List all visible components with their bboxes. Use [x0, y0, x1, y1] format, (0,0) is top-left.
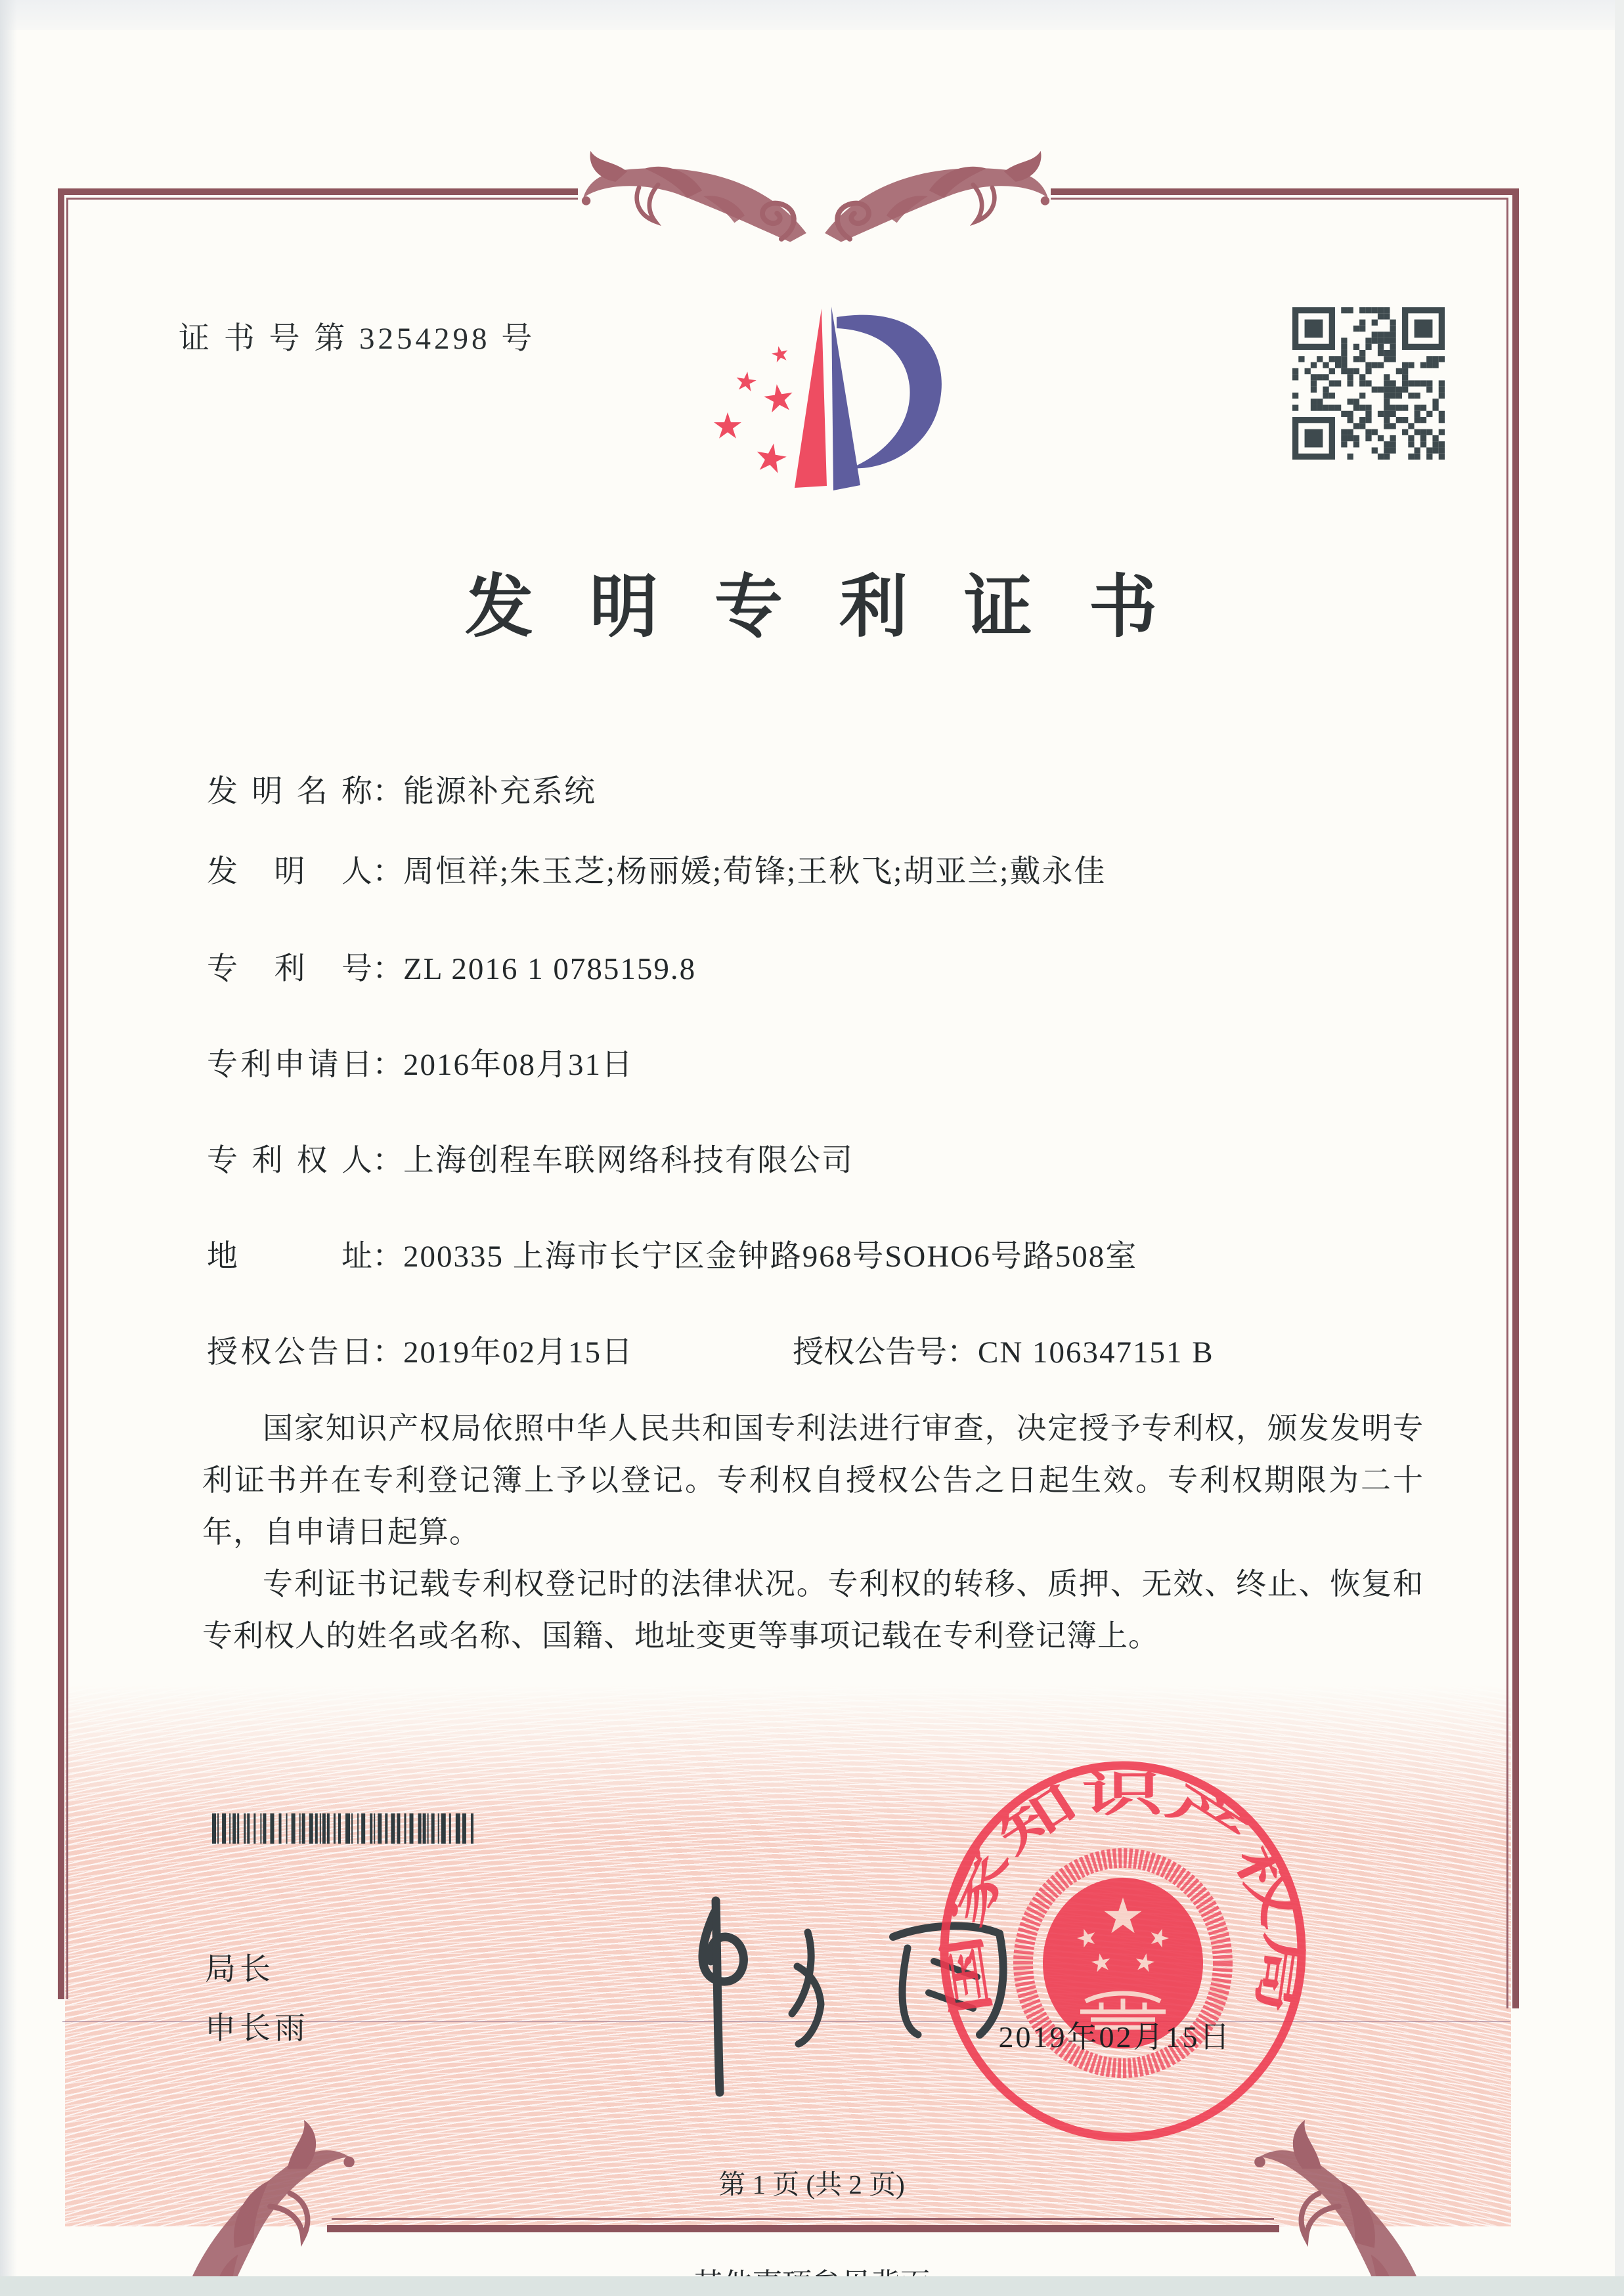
field-row-grant-date: 授权公告日：2019年02月15日 授权公告号：CN 106347151 B	[207, 1328, 634, 1372]
field-label: 授权公告日	[207, 1335, 372, 1370]
official-seal	[929, 1754, 1317, 2148]
border-bottom-thin	[332, 2218, 1274, 2220]
field-value: ZL 2016 1 0785159.8	[403, 952, 697, 986]
field-value: 上海创程车联网络科技有限公司	[403, 1144, 854, 1178]
border-right-thin	[1506, 198, 1508, 2008]
border-left-thin	[66, 198, 68, 1999]
field-label: 专利权人	[207, 1144, 372, 1178]
border-top-right-thin	[1051, 198, 1506, 200]
field-label: 地址	[207, 1240, 372, 1274]
field-label: 发明名称	[207, 775, 372, 809]
field-value: CN 106347151 B	[978, 1335, 1214, 1370]
paragraph-grant: 国家知识产权局依照中华人民共和国专利法进行审查，决定授予专利权，颁发发明专利证书并在专利登记簿上予以登记。专利权自授权公告之日起生效。专利权期限为二十年，自申请日起算。	[202, 1412, 1424, 1549]
scan-edge-left	[0, 0, 17, 2296]
legal-text	[202, 1402, 1424, 1662]
barcode	[212, 1813, 476, 1844]
field-row-patent-number: 专利号：ZL 2016 1 0785159.8	[207, 944, 696, 988]
field-value: 2016年08月31日	[403, 1048, 634, 1082]
border-right	[1512, 188, 1519, 2008]
scan-edge-right	[1615, 0, 1624, 2296]
page-number: 第 1 页 (共 2 页)	[718, 2169, 905, 2199]
page-title: 发明专利证书	[464, 570, 1214, 645]
director-name: 申长雨	[205, 2012, 309, 2046]
field-value: 周恒祥;朱玉芝;杨丽媛;荀锋;王秋飞;胡亚兰;戴永佳	[403, 855, 1107, 889]
field-label: 授权公告号	[793, 1335, 947, 1370]
paragraph-register: 专利证书记载专利权登记时的法律状况。专利权的转移、质押、无效、终止、恢复和专利权人的姓名或名称、国籍、地址变更等事项记载在专利登记簿上。	[202, 1567, 1424, 1653]
field-row-filing-date: 专利申请日：2016年08月31日	[207, 1040, 634, 1084]
scan-edge-bottom	[0, 2276, 1624, 2296]
field-row-address: 地址：200335 上海市长宁区金钟路968号SOHO6号路508室	[207, 1232, 1137, 1276]
top-ornament-left	[577, 139, 813, 264]
field-label: 专利号	[207, 952, 372, 986]
seal-date: 2019年02月15日	[998, 2020, 1232, 2054]
field-label: 专利申请日	[207, 1048, 372, 1082]
field-grant-number: 授权公告号：CN 106347151 B	[793, 1328, 1214, 1372]
field-value: 200335 上海市长宁区金钟路968号SOHO6号路508室	[403, 1240, 1138, 1274]
border-bottom	[327, 2225, 1279, 2232]
field-row-inventors: 发明人：周恒祥;朱玉芝;杨丽媛;荀锋;王秋飞;胡亚兰;戴永佳	[207, 847, 1106, 891]
field-value: 2019年02月15日	[403, 1335, 634, 1370]
border-left	[58, 188, 64, 1999]
border-top-left-thin	[66, 198, 578, 200]
border-top-right-seg	[1051, 188, 1519, 195]
qr-code	[1292, 307, 1445, 460]
border-top-left-seg	[58, 188, 578, 195]
scan-edge-top	[0, 0, 1624, 30]
field-value: 能源补充系统	[403, 775, 596, 809]
director-title: 局长	[205, 1953, 274, 1987]
field-label: 发明人	[207, 855, 372, 889]
cnipa-logo	[696, 292, 952, 502]
top-ornament-right	[818, 139, 1055, 264]
field-row-invention-name: 发明名称：能源补充系统	[207, 767, 596, 811]
seal-text: 国家知识产权局	[938, 1767, 1311, 2019]
certificate-number: 证 书 号 第 3254298 号	[179, 322, 536, 356]
field-row-patentee: 专利权人：上海创程车联网络科技有限公司	[207, 1136, 854, 1180]
